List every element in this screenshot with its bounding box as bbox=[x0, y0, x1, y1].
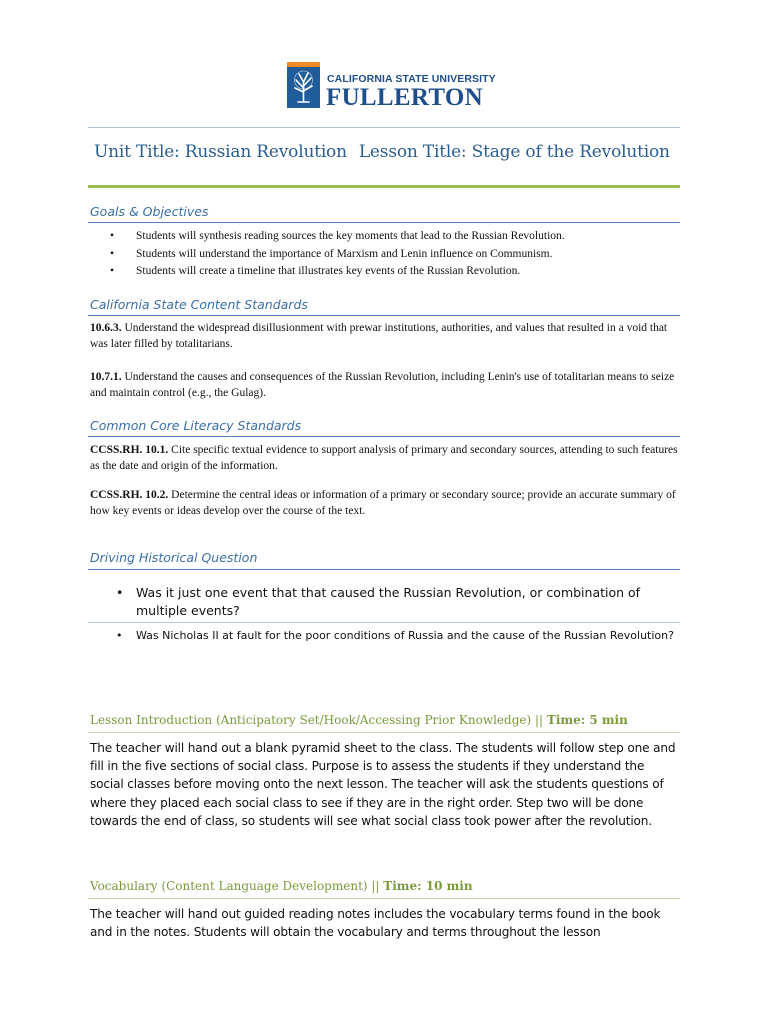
vocabulary-rule bbox=[88, 898, 680, 899]
lesson-intro-time: Time: 5 min bbox=[546, 713, 628, 727]
standard-text: Determine the central ideas or information of a primary or secondary source; provide an accurate summary of how key events or ideas develop over the course of the text. bbox=[90, 489, 676, 517]
standard-code: 10.6.3. bbox=[90, 322, 122, 334]
state-standard-item bbox=[90, 369, 680, 401]
header-divider bbox=[88, 127, 680, 128]
vocabulary-heading bbox=[90, 879, 473, 893]
state-standard-item bbox=[90, 320, 680, 352]
lesson-intro-rule bbox=[88, 732, 680, 733]
logo-campus-name: FULLERTON bbox=[326, 84, 483, 111]
common-core-item bbox=[90, 442, 680, 474]
driving-question-rule bbox=[88, 569, 680, 570]
driving-question-item: • Was it just one event that that caused the Russian Revolution, or combination of multiple events? bbox=[116, 584, 676, 620]
goals-list bbox=[110, 228, 565, 281]
goals-heading-rule bbox=[88, 222, 680, 223]
driving-question-heading: Driving Historical Question bbox=[90, 550, 258, 565]
lesson-intro-label: Lesson Introduction (Anticipatory Set/Hook/Accessing Prior Knowledge) || bbox=[90, 713, 547, 727]
standard-code: CCSS.RH. 10.1. bbox=[90, 444, 169, 456]
goals-heading: Goals & Objectives bbox=[90, 204, 209, 219]
list-item: • Students will synthesis reading sources the key moments that lead to the Russian Revolution. bbox=[110, 228, 565, 246]
common-core-item bbox=[90, 487, 680, 519]
standard-text: Understand the causes and consequences of the Russian Revolution, including Lenin's use of totalitarian means to seize and maintain control (e.g., the Gulag). bbox=[90, 371, 675, 399]
vocabulary-body: The teacher will hand out guided reading notes includes the vocabulary terms found in the book and in the notes. Students will obtain the vocabulary and terms throughout the lesson bbox=[90, 907, 661, 940]
university-logo bbox=[287, 62, 496, 112]
lesson-intro-heading bbox=[90, 713, 628, 727]
standard-code: CCSS.RH. 10.2. bbox=[90, 489, 169, 501]
lesson-title: Lesson Title: Stage of the Revolution bbox=[358, 142, 670, 162]
question-text: Was Nicholas II at fault for the poor conditions of Russia and the cause of the Russian Revolution? bbox=[136, 629, 674, 642]
page-title bbox=[94, 142, 670, 162]
title-divider bbox=[88, 185, 680, 188]
list-item: • Students will understand the importance of Marxism and Lenin influence on Communism. bbox=[110, 246, 565, 264]
tree-icon bbox=[287, 62, 320, 108]
unit-title: Unit Title: Russian Revolution bbox=[94, 142, 347, 162]
state-standards-heading: California State Content Standards bbox=[90, 297, 308, 312]
vocabulary-label: Vocabulary (Content Language Development) || bbox=[90, 879, 384, 893]
common-core-heading: Common Core Literacy Standards bbox=[90, 418, 302, 433]
state-standards-rule bbox=[88, 315, 680, 316]
standard-code: 10.7.1. bbox=[90, 371, 122, 383]
common-core-rule bbox=[88, 436, 680, 437]
question-text: Was it just one event that that caused the Russian Revolution, or combination of multiple events? bbox=[136, 585, 641, 618]
vocabulary-time: Time: 10 min bbox=[383, 879, 473, 893]
standard-text: Cite specific textual evidence to support analysis of primary and secondary sources, attending to such features as the date and origin of the information. bbox=[90, 444, 678, 472]
driving-question-item: • Was Nicholas II at fault for the poor conditions of Russia and the cause of the Russian Revolution? bbox=[116, 625, 676, 646]
question-divider bbox=[88, 622, 680, 623]
lesson-intro-body: The teacher will hand out a blank pyramid sheet to the class. The students will follow step one and fill in the five sections of social class. Purpose is to assess the students if they understand the social classes before moving onto the next lesson. The teacher will ask the students questions of where they placed each social class to see if they are in the right order. Step two will be done towards the end of class, so students will see what social class took power after the revolution. bbox=[90, 741, 676, 828]
list-item: • Students will create a timeline that illustrates key events of the Russian Revolution. bbox=[110, 263, 565, 281]
standard-text: Understand the widespread disillusionment with prewar institutions, authorities, and values that resulted in a void that was later filled by totalitarians. bbox=[90, 322, 668, 350]
logo-university-line: CALIFORNIA STATE UNIVERSITY bbox=[327, 73, 496, 85]
